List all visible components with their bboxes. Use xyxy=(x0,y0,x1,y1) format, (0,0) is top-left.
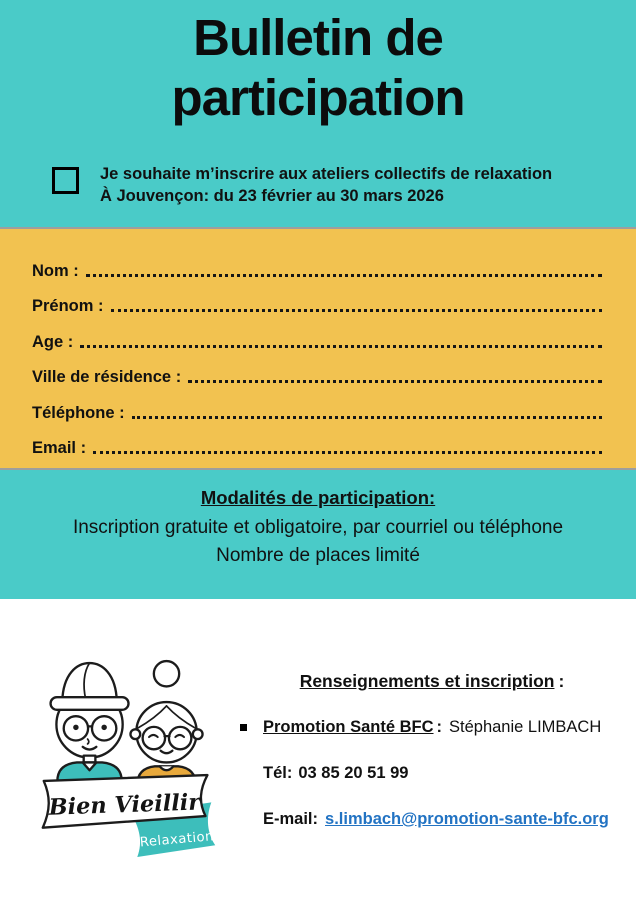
field-label-nom: Nom : xyxy=(32,261,79,280)
contact-tel-row xyxy=(238,764,626,783)
contact-email-row xyxy=(238,810,626,829)
bien-vieillir-logo xyxy=(34,649,224,902)
contact-block xyxy=(238,671,626,902)
field-label-email: Email : xyxy=(32,439,87,457)
modalites-title: Modalités de participation: xyxy=(200,487,436,508)
modalites-line1: Inscription gratuite et obligatoire, par courriel ou téléphone xyxy=(72,517,564,538)
contact-heading xyxy=(238,671,626,692)
signup-checkbox-row xyxy=(52,163,600,207)
org-colon: : xyxy=(436,718,443,736)
tel-number: 03 85 20 51 99 xyxy=(298,764,409,782)
square-bullet-icon xyxy=(240,724,247,731)
contact-org-row xyxy=(238,718,626,737)
field-line-email[interactable] xyxy=(93,451,602,454)
field-label-telephone: Téléphone : xyxy=(32,403,125,422)
form-row-prenom xyxy=(32,281,604,317)
field-label-prenom: Prénom : xyxy=(32,297,104,315)
tel-label: Tél: xyxy=(263,764,293,782)
field-line-age[interactable] xyxy=(80,345,602,348)
form-row-age xyxy=(32,316,604,352)
page-title: Bulletin de participation xyxy=(171,9,465,126)
field-line-ville[interactable] xyxy=(188,380,602,383)
man-hat-brim xyxy=(51,697,129,710)
signup-checkbox-label xyxy=(100,163,552,207)
contact-org-line xyxy=(263,718,601,737)
form-row-telephone xyxy=(32,387,604,423)
banner-text: Bien Vieillir xyxy=(48,789,201,821)
field-line-telephone[interactable] xyxy=(132,416,602,419)
header-section xyxy=(0,0,636,227)
form-row-ville xyxy=(32,352,604,388)
signup-checkbox[interactable] xyxy=(52,167,79,194)
form-row-email xyxy=(32,423,604,459)
signup-line2: À Jouvençon: du 23 février au 30 mars 2026 xyxy=(100,187,444,206)
field-line-prenom[interactable] xyxy=(111,309,602,312)
ribbon-text: Relaxation xyxy=(139,829,215,851)
email-link[interactable]: s.limbach@promotion-sante-bfc.org xyxy=(325,810,609,828)
form-row-nom xyxy=(32,245,604,281)
email-label: E-mail: xyxy=(263,810,319,828)
modalites-line2: Nombre de places limité xyxy=(216,545,420,566)
modalites-section xyxy=(0,470,636,599)
field-label-age: Age : xyxy=(32,332,74,351)
contact-heading-colon: : xyxy=(558,671,565,691)
contact-heading-text: Renseignements et inscription xyxy=(299,671,555,691)
field-line-nom[interactable] xyxy=(86,274,602,277)
footer-section xyxy=(0,599,636,902)
man-hat-dome xyxy=(62,663,117,701)
form-section xyxy=(0,227,636,470)
elderly-couple-illustration xyxy=(34,649,224,871)
contact-person-name: Stéphanie LIMBACH xyxy=(449,718,602,736)
org-name: Promotion Santé BFC xyxy=(263,718,434,736)
signup-line1: Je souhaite m’inscrire aux ateliers collectifs de relaxation xyxy=(100,165,553,184)
woman-bun xyxy=(154,661,179,686)
field-label-ville: Ville de résidence : xyxy=(32,368,182,386)
